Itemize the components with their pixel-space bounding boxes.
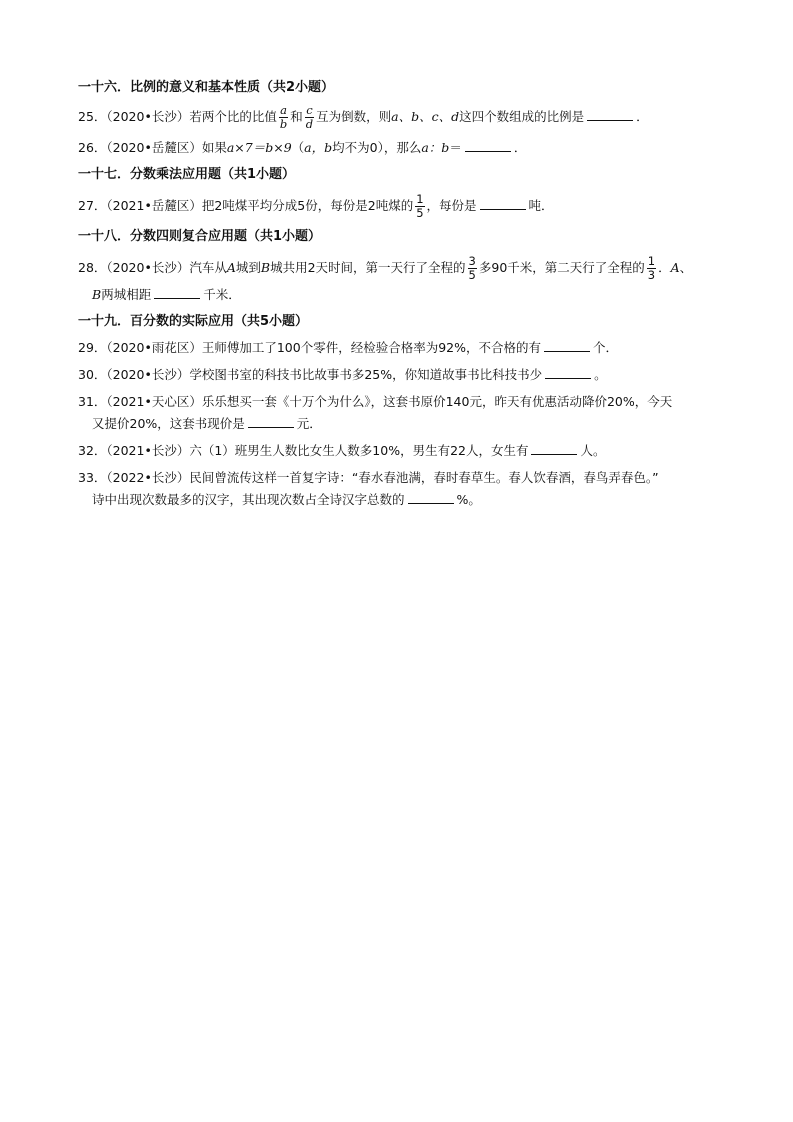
answer-blank[interactable] <box>531 441 577 455</box>
q27-text: ，每份是 <box>426 198 477 213</box>
answer-blank[interactable] <box>544 338 590 352</box>
city-b: B <box>260 260 271 275</box>
q28-prefix: 28．（2020•长沙）汽车从 <box>78 260 227 275</box>
question-33-line2 <box>78 490 718 510</box>
frac-denominator: b <box>279 117 288 131</box>
q27-prefix: 27．（2021•岳麓区）把2吨煤平均分成5份，每份是2吨煤的 <box>78 198 414 213</box>
frac-denominator: 5 <box>416 206 424 220</box>
section-title-17: 一十七．分数乘法应用题（共1小题） <box>78 167 296 182</box>
q28-text: 、 <box>679 260 693 275</box>
question-25 <box>78 104 718 131</box>
q31-end: 元． <box>296 416 322 431</box>
q28-text: 城到 <box>235 260 261 275</box>
section-title-18: 一十八．分数四则复合应用题（共1小题） <box>78 229 322 244</box>
frac-numerator: 3 <box>468 254 476 268</box>
q32-end: 人。 <box>580 443 606 458</box>
q25-text: 和 <box>290 109 303 124</box>
question-26 <box>78 138 718 158</box>
question-31 <box>78 392 718 412</box>
q27-end: 吨． <box>528 198 554 213</box>
question-31-line2 <box>78 414 718 434</box>
q31-text: 31．（2021•天心区）乐乐想买一套《十万个为什么》，这套书原价140元，昨天有优惠活动降价20%，今天 <box>78 394 673 409</box>
q28-text: 两城相距 <box>101 287 152 302</box>
q30-end: 。 <box>594 367 607 382</box>
q30-text: 30．（2020•长沙）学校图书室的科技书比故事书多25%，你知道故事书比科技书少 <box>78 367 543 382</box>
section-title-16: 一十六．比例的意义和基本性质（共2小题） <box>78 80 335 95</box>
q26-prefix: 26．（2020•岳麓区）如果 <box>78 140 227 155</box>
question-33 <box>78 468 718 488</box>
question-28-line2 <box>78 285 718 305</box>
city-b: B <box>92 287 102 302</box>
frac-numerator: 1 <box>416 192 424 206</box>
q25-variables: a、b、c、d <box>391 109 460 124</box>
frac-numerator: 1 <box>647 254 656 268</box>
q29-end: 个． <box>592 340 618 355</box>
answer-blank[interactable] <box>248 414 294 428</box>
q25-text: 互为倒数，则 <box>316 109 392 124</box>
q28-text: 多90千米，第二天行了全程的 <box>478 260 645 275</box>
q26-equation: a×7＝b×9 <box>226 140 292 155</box>
q28-text: 城共用2天时间，第一天行了全程的 <box>270 260 466 275</box>
fraction-a-over-b <box>279 104 288 131</box>
answer-blank[interactable] <box>587 107 633 121</box>
worksheet-page <box>78 76 718 517</box>
question-30 <box>78 365 718 385</box>
fraction-one-third <box>647 255 656 282</box>
answer-blank[interactable] <box>545 365 591 379</box>
section-title-19: 一十九．百分数的实际应用（共5小题） <box>78 314 309 329</box>
q26-variables: a，b <box>304 140 333 155</box>
q26-end: ． <box>513 140 527 155</box>
q31-text: 又提价20%，这套书现价是 <box>92 416 245 431</box>
frac-numerator: a <box>280 103 287 117</box>
question-29 <box>78 338 718 358</box>
frac-denominator: 5 <box>468 268 476 282</box>
frac-denominator: 3 <box>647 268 656 282</box>
answer-blank[interactable] <box>465 138 511 152</box>
q32-text: 32．（2021•长沙）六（1）班男生人数比女生人数多10%，男生有22人，女生有 <box>78 443 529 458</box>
q28-text: ． <box>658 260 671 275</box>
q29-text: 29．（2020•雨花区）王师傅加工了100个零件，经检验合格率为92%，不合格的有 <box>78 340 541 355</box>
question-27 <box>78 191 718 221</box>
fraction-c-over-d <box>305 104 314 131</box>
q33-end: %。 <box>456 492 481 507</box>
frac-numerator: c <box>306 103 313 117</box>
q26-equals: ＝ <box>449 140 462 155</box>
fraction-one-fifth <box>415 193 424 220</box>
answer-blank[interactable] <box>154 285 200 299</box>
q25-end: ． <box>636 109 649 124</box>
q26-text: 均不为0），那么 <box>332 140 422 155</box>
q33-text: 诗中出现次数最多的汉字，其出现次数占全诗汉字总数的 <box>92 492 405 507</box>
city-a: A <box>226 260 236 275</box>
q28-end: 千米． <box>203 287 241 302</box>
question-32 <box>78 441 718 461</box>
q33-text: 33．（2022•长沙）民间曾流传这样一首复字诗：“春水春池满，春时春草生。春人饮春酒，春鸟弄春色。” <box>78 470 659 485</box>
q25-prefix: 25．（2020•长沙）若两个比的比值 <box>78 109 277 124</box>
q26-ratio: a：b <box>421 140 450 155</box>
city-a: A <box>670 260 680 275</box>
answer-blank[interactable] <box>480 196 526 210</box>
answer-blank[interactable] <box>408 490 454 504</box>
fraction-three-fifths <box>468 255 477 282</box>
q25-text: 这四个数组成的比例是 <box>459 109 585 124</box>
frac-denominator: d <box>305 117 314 131</box>
q26-text: （ <box>291 140 305 155</box>
question-28 <box>78 253 718 283</box>
